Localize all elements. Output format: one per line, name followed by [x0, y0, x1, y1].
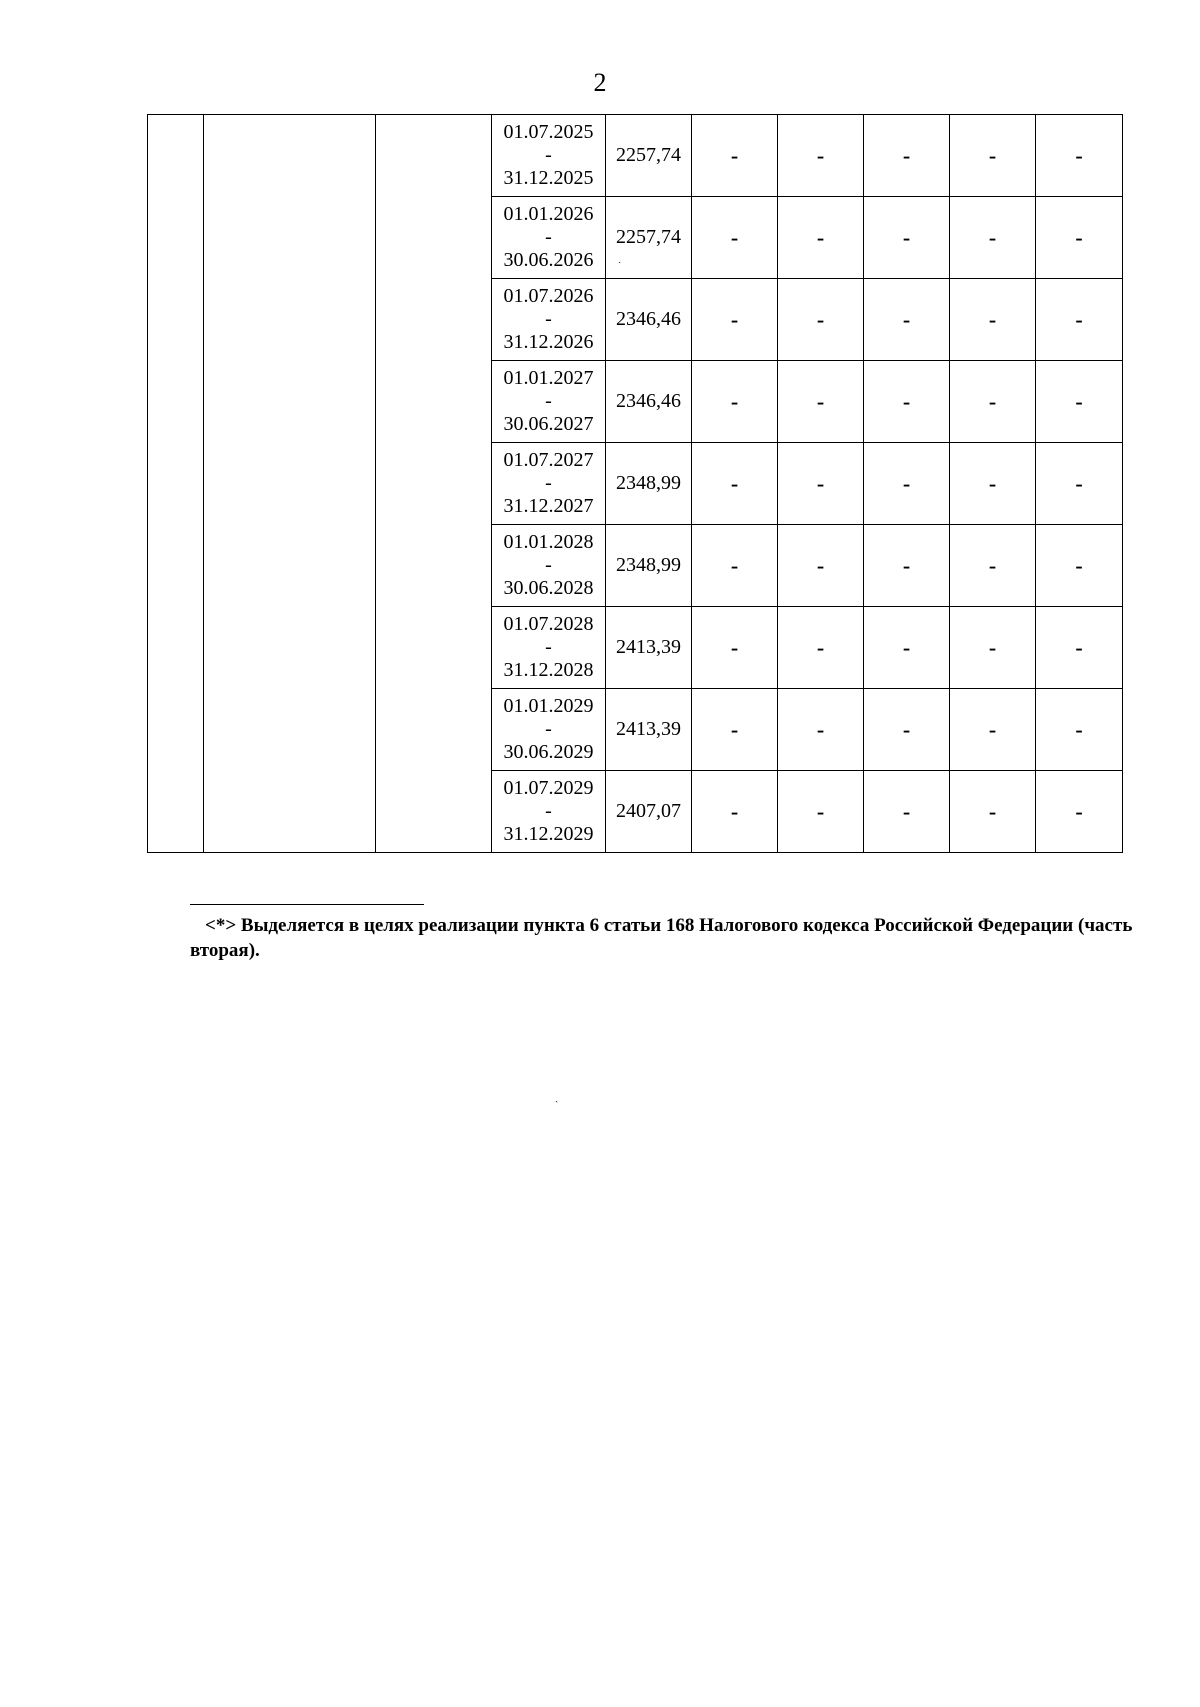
- dash-cell: -: [1036, 197, 1123, 279]
- dash-cell: -: [778, 771, 864, 853]
- dash-cell: -: [778, 361, 864, 443]
- dash-cell: -: [692, 279, 778, 361]
- dash-cell: -: [864, 279, 950, 361]
- table-row: [148, 115, 1123, 197]
- dash-cell: -: [950, 771, 1036, 853]
- period-cell: 01.07.2027 - 31.12.2027: [492, 443, 606, 525]
- dash-cell: -: [778, 197, 864, 279]
- tariff-value: 2257,74: [606, 115, 692, 197]
- dash-cell: -: [950, 279, 1036, 361]
- dash-cell: -: [950, 607, 1036, 689]
- dash-cell: -: [778, 443, 864, 525]
- period-cell: 01.01.2027 - 30.06.2027: [492, 361, 606, 443]
- tariff-value: 2348,99: [606, 443, 692, 525]
- merged-cell-2: [204, 115, 376, 853]
- dash-cell: -: [864, 689, 950, 771]
- tariff-value: 2413,39: [606, 689, 692, 771]
- dash-cell: -: [950, 689, 1036, 771]
- tariff-table: [147, 114, 1123, 853]
- period-cell: 01.01.2028 - 30.06.2028: [492, 525, 606, 607]
- tariff-value: 2413,39: [606, 607, 692, 689]
- dash-cell: -: [864, 771, 950, 853]
- dash-cell: -: [1036, 443, 1123, 525]
- dash-cell: -: [864, 197, 950, 279]
- period-cell: 01.01.2029 - 30.06.2029: [492, 689, 606, 771]
- dash-cell: -: [950, 197, 1036, 279]
- dash-cell: -: [692, 771, 778, 853]
- dash-cell: -: [1036, 279, 1123, 361]
- dash-cell: -: [1036, 361, 1123, 443]
- dash-cell: -: [692, 525, 778, 607]
- dash-cell: -: [692, 607, 778, 689]
- table-body: [148, 115, 1123, 853]
- dash-cell: -: [1036, 771, 1123, 853]
- period-cell: 01.07.2026 - 31.12.2026: [492, 279, 606, 361]
- dash-cell: -: [778, 279, 864, 361]
- tariff-value: 2346,46: [606, 361, 692, 443]
- dash-cell: -: [1036, 115, 1123, 197]
- dash-cell: -: [692, 115, 778, 197]
- dash-cell: -: [778, 525, 864, 607]
- dash-cell: -: [1036, 689, 1123, 771]
- tariff-value: 2346,46: [606, 279, 692, 361]
- dash-cell: -: [950, 361, 1036, 443]
- scan-speck: ˎ: [555, 1092, 559, 1103]
- dash-cell: -: [864, 443, 950, 525]
- tariff-value: 2407,07: [606, 771, 692, 853]
- dash-cell: -: [864, 525, 950, 607]
- dash-cell: -: [864, 115, 950, 197]
- dash-cell: -: [864, 607, 950, 689]
- scan-mark: ˙: [618, 261, 622, 272]
- merged-cell-3: [376, 115, 492, 853]
- dash-cell: -: [692, 443, 778, 525]
- merged-cell-1: [148, 115, 204, 853]
- dash-cell: -: [692, 361, 778, 443]
- period-cell: 01.07.2029 - 31.12.2029: [492, 771, 606, 853]
- period-cell: 01.07.2028 - 31.12.2028: [492, 607, 606, 689]
- dash-cell: -: [778, 607, 864, 689]
- tariff-value: 2348,99: [606, 525, 692, 607]
- dash-cell: -: [864, 361, 950, 443]
- dash-cell: -: [692, 689, 778, 771]
- footnote-rule: [190, 904, 424, 905]
- dash-cell: -: [692, 197, 778, 279]
- tariff-value: 2257,74 ˙: [606, 197, 692, 279]
- period-cell: 01.07.2025 - 31.12.2025: [492, 115, 606, 197]
- dash-cell: -: [950, 525, 1036, 607]
- dash-cell: -: [1036, 525, 1123, 607]
- footnote-text: <*> Выделяется в целях реализации пункта 6 статьи 168 Налогового кодекса Российской Федерации (часть вторая).: [190, 915, 1133, 961]
- page-number: 2: [593, 68, 607, 97]
- dash-cell: -: [950, 115, 1036, 197]
- period-cell: 01.01.2026 - 30.06.2026: [492, 197, 606, 279]
- dash-cell: -: [778, 689, 864, 771]
- dash-cell: -: [778, 115, 864, 197]
- dash-cell: -: [950, 443, 1036, 525]
- dash-cell: -: [1036, 607, 1123, 689]
